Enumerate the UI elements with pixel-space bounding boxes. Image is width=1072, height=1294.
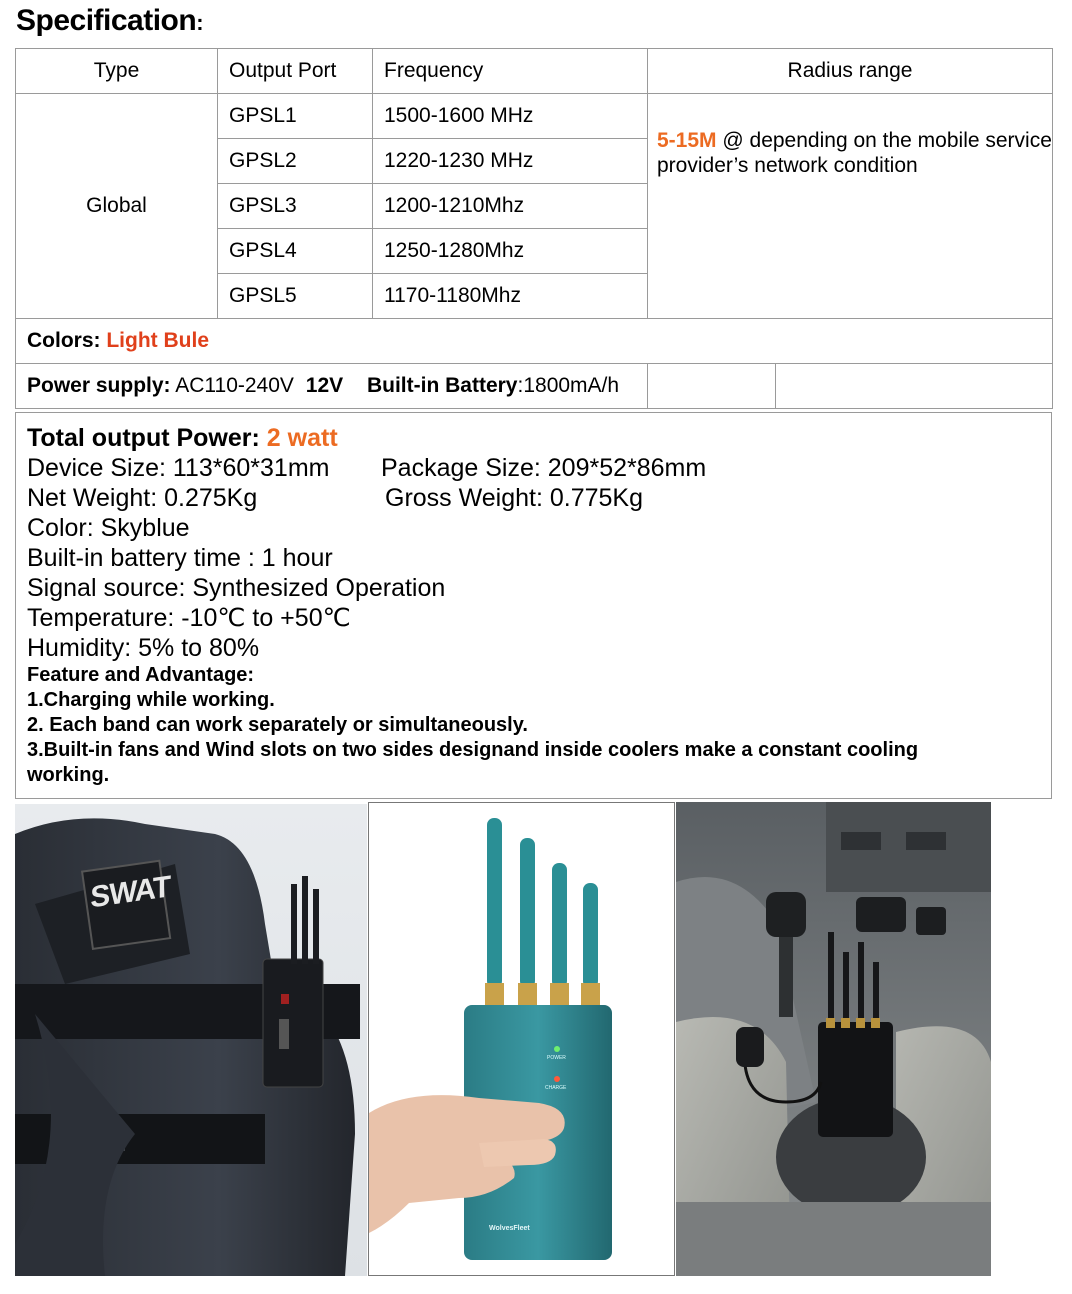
port-cell: GPSL2 bbox=[218, 139, 373, 184]
spec-table bbox=[15, 48, 1053, 409]
feature-2: 2. Each band can work separately or simultaneously. bbox=[27, 714, 528, 736]
feature-3: 3.Built-in fans and Wind slots on two sides designand inside coolers make a constant cooling bbox=[27, 739, 919, 761]
port-cell: GPSL3 bbox=[218, 184, 373, 229]
port-cell: GPSL4 bbox=[218, 229, 373, 274]
power-row bbox=[16, 364, 1053, 409]
device-brand-label: WolvesFleet bbox=[489, 1225, 530, 1232]
power-empty-cell bbox=[648, 364, 1053, 409]
header-frequency: Frequency bbox=[373, 49, 648, 94]
net-weight: Net Weight: 0.275Kg bbox=[27, 484, 258, 512]
colors-label: Colors: bbox=[27, 329, 101, 352]
radius-highlight: 5-15M bbox=[657, 129, 717, 152]
freq-cell: 1250-1280Mhz bbox=[373, 229, 648, 274]
power-ac: AC110-240V bbox=[175, 374, 294, 397]
battery-time: Built-in battery time : 1 hour bbox=[27, 544, 333, 572]
power-cell bbox=[16, 364, 648, 409]
power-volt: 12V bbox=[305, 374, 344, 397]
header-type: Type bbox=[16, 49, 218, 94]
humidity: Humidity: 5% to 80% bbox=[27, 634, 260, 662]
feature-3-cont: working. bbox=[27, 764, 110, 786]
feature-1: 1.Charging while working. bbox=[27, 689, 275, 711]
battery-label: Built-in Battery bbox=[366, 374, 518, 397]
swat-patch-text: SWAT bbox=[90, 870, 171, 915]
header-output-port: Output Port bbox=[218, 49, 373, 94]
table-row bbox=[16, 94, 1053, 139]
total-output-power: Total output Power: 2 watt bbox=[27, 424, 338, 452]
photo-device-in-hand bbox=[368, 802, 675, 1276]
colors-cell bbox=[16, 319, 1053, 364]
freq-cell: 1500-1600 MHz bbox=[373, 94, 648, 139]
color-line: Color: Skyblue bbox=[27, 514, 190, 542]
page-title: Specification: bbox=[16, 4, 204, 37]
table-header-row bbox=[16, 49, 1053, 94]
type-cell: Global bbox=[16, 94, 218, 319]
photo-car-interior bbox=[676, 802, 991, 1276]
gross-weight: Gross Weight: 0.775Kg bbox=[385, 484, 644, 512]
port-cell: GPSL1 bbox=[218, 94, 373, 139]
freq-cell: 1200-1210Mhz bbox=[373, 184, 648, 229]
colors-value: Light Bule bbox=[106, 329, 209, 352]
feature-title: Feature and Advantage: bbox=[27, 664, 255, 686]
battery-value: :1800mA/h bbox=[517, 374, 620, 397]
device-charge-label: CHARGE bbox=[545, 1085, 567, 1091]
signal-source: Signal source: Synthesized Operation bbox=[27, 574, 446, 602]
freq-cell: 1220-1230 MHz bbox=[373, 139, 648, 184]
package-size: Package Size: 209*52*86mm bbox=[381, 454, 707, 482]
freq-cell: 1170-1180Mhz bbox=[373, 274, 648, 319]
photo-swat-officer bbox=[15, 804, 367, 1276]
power-label: Power supply: bbox=[27, 374, 171, 397]
info-panel bbox=[15, 412, 1052, 799]
device-power-label: POWER bbox=[547, 1055, 566, 1061]
device-size: Device Size: 113*60*31mm bbox=[27, 454, 330, 482]
port-cell: GPSL5 bbox=[218, 274, 373, 319]
radius-cell bbox=[648, 94, 1053, 319]
radius-text: @ depending on the mobile service provider’s network condition bbox=[657, 129, 1052, 177]
colors-row bbox=[16, 319, 1053, 364]
header-radius: Radius range bbox=[648, 49, 1053, 94]
temperature: Temperature: -10℃ to +50℃ bbox=[27, 604, 351, 632]
